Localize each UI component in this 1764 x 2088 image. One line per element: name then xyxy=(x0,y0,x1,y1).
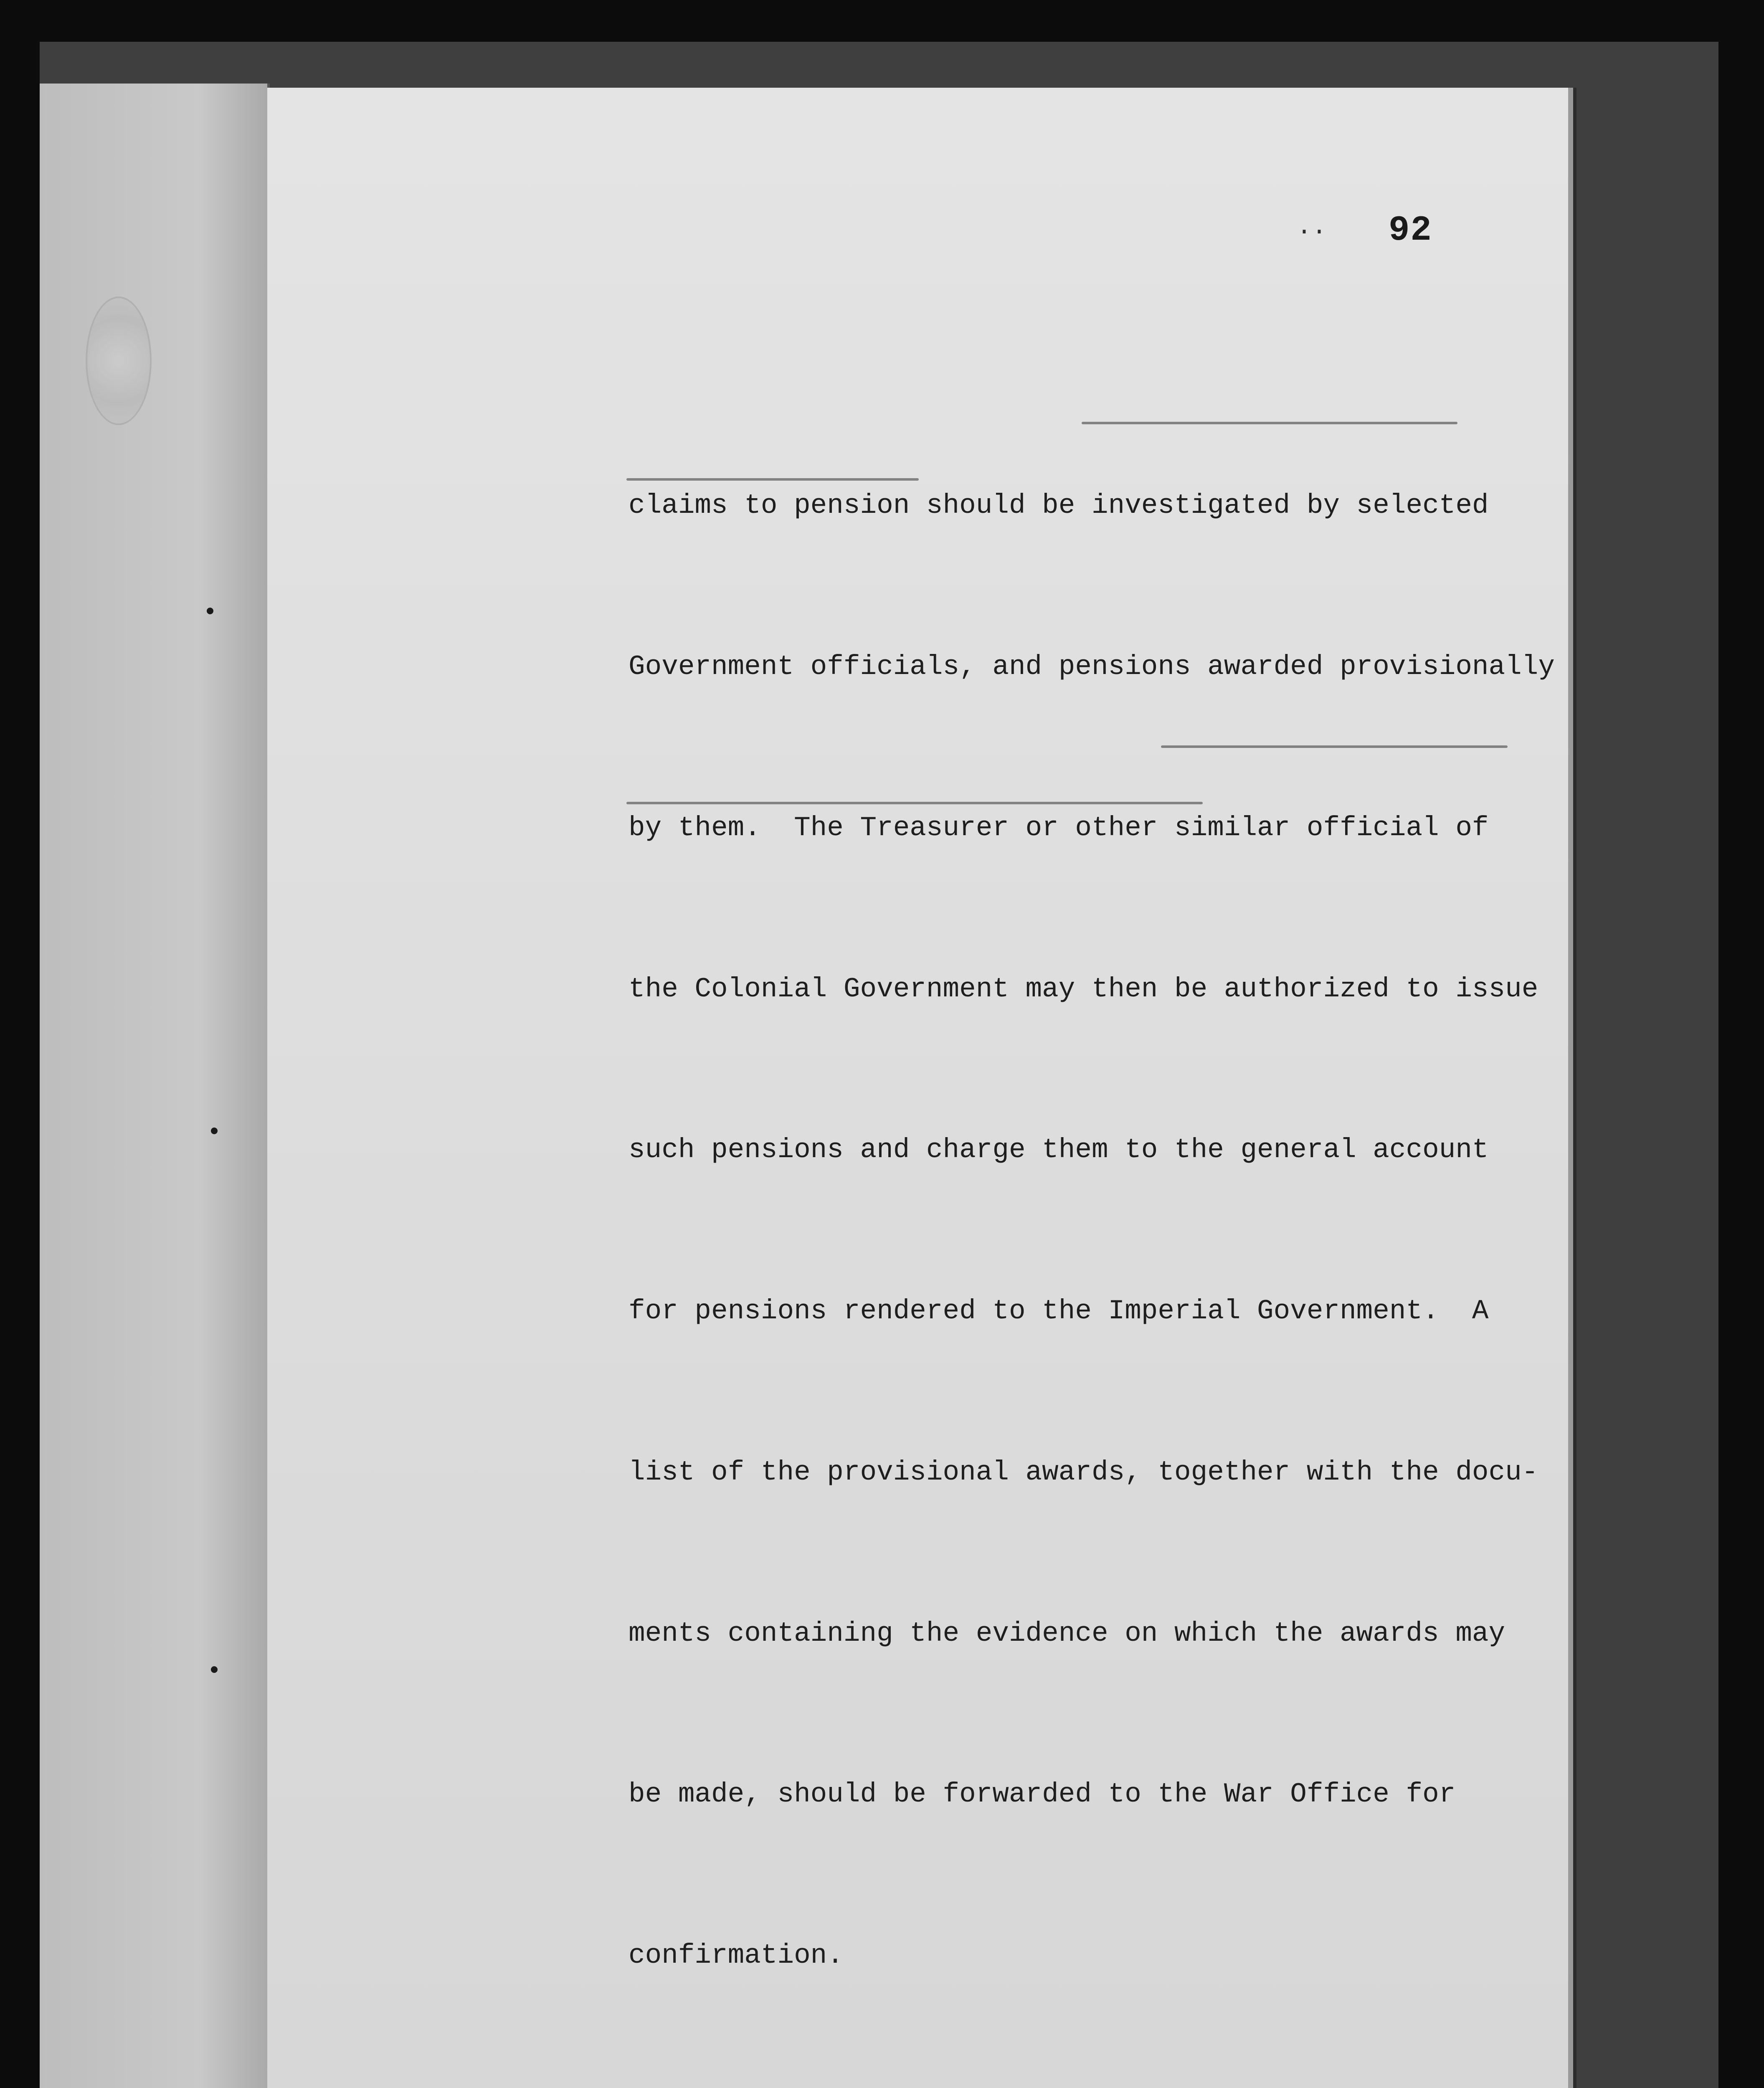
text-line: for pensions rendered to the Imperial Government. A xyxy=(629,1295,1489,1327)
pencil-underline xyxy=(626,478,919,481)
document-body xyxy=(629,372,1556,2088)
facing-page xyxy=(40,84,270,2088)
page-number: 92 xyxy=(1389,211,1432,251)
text-line: be made, should be forwarded to the War Office for xyxy=(629,1779,1456,1810)
punch-hole-dot xyxy=(207,608,213,614)
text-line: the Colonial Government may then be authorized to issue xyxy=(629,973,1538,1005)
text-line: ments containing the evidence on which the awards may xyxy=(629,1617,1505,1649)
text-line: confirmation. xyxy=(629,1940,844,1971)
text-line: by them. The Treasurer or other similar official of xyxy=(629,812,1489,844)
punch-hole-dot xyxy=(211,1666,218,1673)
text-line: claims to pension should be investigated by selected xyxy=(629,490,1489,522)
embossed-seal-icon xyxy=(86,296,152,425)
text-line: Government officials, and pensions awarded provisionally xyxy=(629,651,1555,682)
text-line: such pensions and charge them to the general account xyxy=(629,1134,1489,1166)
pencil-underline xyxy=(1161,745,1508,748)
punch-hole-dot xyxy=(211,1128,218,1134)
pencil-underline xyxy=(1082,422,1457,424)
text-line: list of the provisional awards, together with the docu- xyxy=(629,1456,1538,1488)
page-marks: .. xyxy=(1297,213,1327,241)
pencil-underline xyxy=(626,802,1203,804)
